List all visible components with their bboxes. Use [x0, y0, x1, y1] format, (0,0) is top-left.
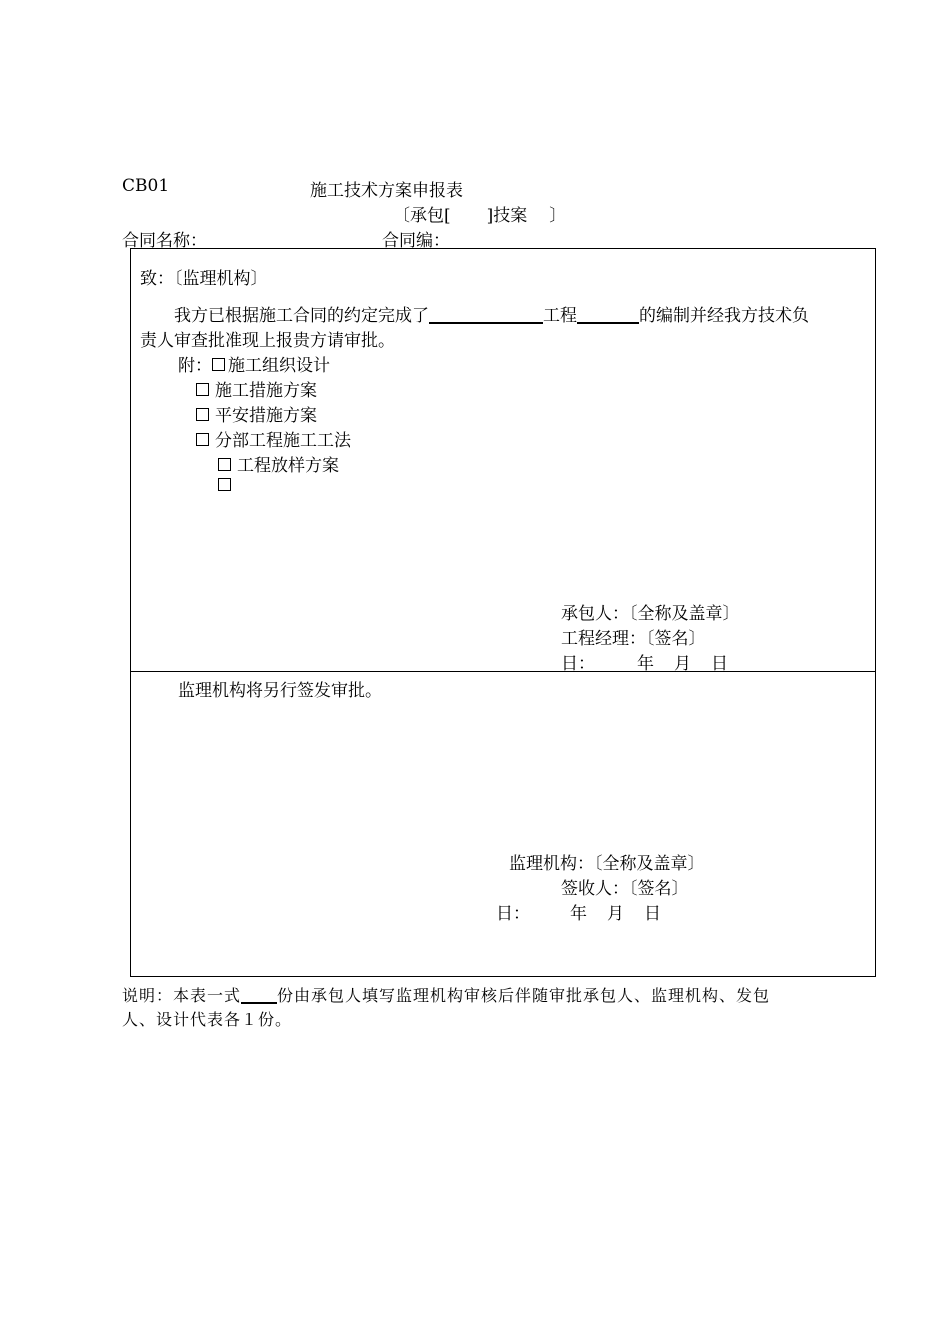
application-paragraph-line1: 我方已根据施工合同的约定完成了 工程 的编制并经我方技术负	[174, 306, 809, 326]
form-title: 施工技术方案申报表	[310, 181, 463, 201]
checkbox-construction-design[interactable]	[212, 358, 225, 371]
contract-name-label: 合同名称：	[122, 231, 207, 251]
attachment-row-6	[218, 476, 237, 496]
note-line2: 人、设计代表各１份。	[122, 1010, 293, 1029]
attachment-row-4: 分部工程施工工法	[196, 426, 351, 451]
checkbox-setting-out-plan[interactable]	[218, 458, 231, 471]
attachment-row-2: 施工措施方案	[196, 376, 317, 401]
checkbox-subproject-method[interactable]	[196, 433, 209, 446]
checkbox-construction-measures[interactable]	[196, 383, 209, 396]
copies-blank[interactable]	[241, 986, 277, 1004]
checkbox-safety-measures[interactable]	[196, 408, 209, 421]
form-subtitle: 〔承包[ ]技案 〕	[393, 206, 567, 226]
contractor-signature-label: 承包人：〔全称及盖章〕	[561, 604, 740, 624]
checkbox-other[interactable]	[218, 478, 231, 491]
form-code: CB01	[122, 176, 170, 196]
receiver-signature-label: 签收人：〔签名〕	[561, 879, 689, 899]
attachment-row-1: 附： 施工组织设计	[178, 356, 330, 376]
supervisor-signature-label: 监理机构：〔全称及盖章〕	[509, 854, 705, 874]
supervisor-section	[130, 671, 876, 977]
attachment-row-5: 工程放样方案	[218, 451, 339, 476]
contract-no-label: 合同编：	[382, 231, 450, 251]
attachment-row-3: 平安措施方案	[196, 401, 317, 426]
section1-date: 日： 年 月 日	[561, 654, 728, 674]
manager-signature-label: 工程经理：〔签名〕	[561, 629, 706, 649]
supervisor-response: 监理机构将另行签发审批。	[178, 681, 382, 701]
note-line1: 说明：本表一式 份由承包人填写监理机构审核后伴随审批承包人、监理机构、发包	[122, 986, 771, 1005]
application-paragraph-line2: 责人审查批准现上报贵方请审批。	[140, 331, 395, 351]
section2-date: 日： 年 月 日	[496, 904, 661, 924]
addressee-line: 致：〔监理机构〕	[140, 269, 268, 289]
plan-name-blank[interactable]	[577, 305, 639, 324]
project-name-blank[interactable]	[429, 305, 543, 324]
